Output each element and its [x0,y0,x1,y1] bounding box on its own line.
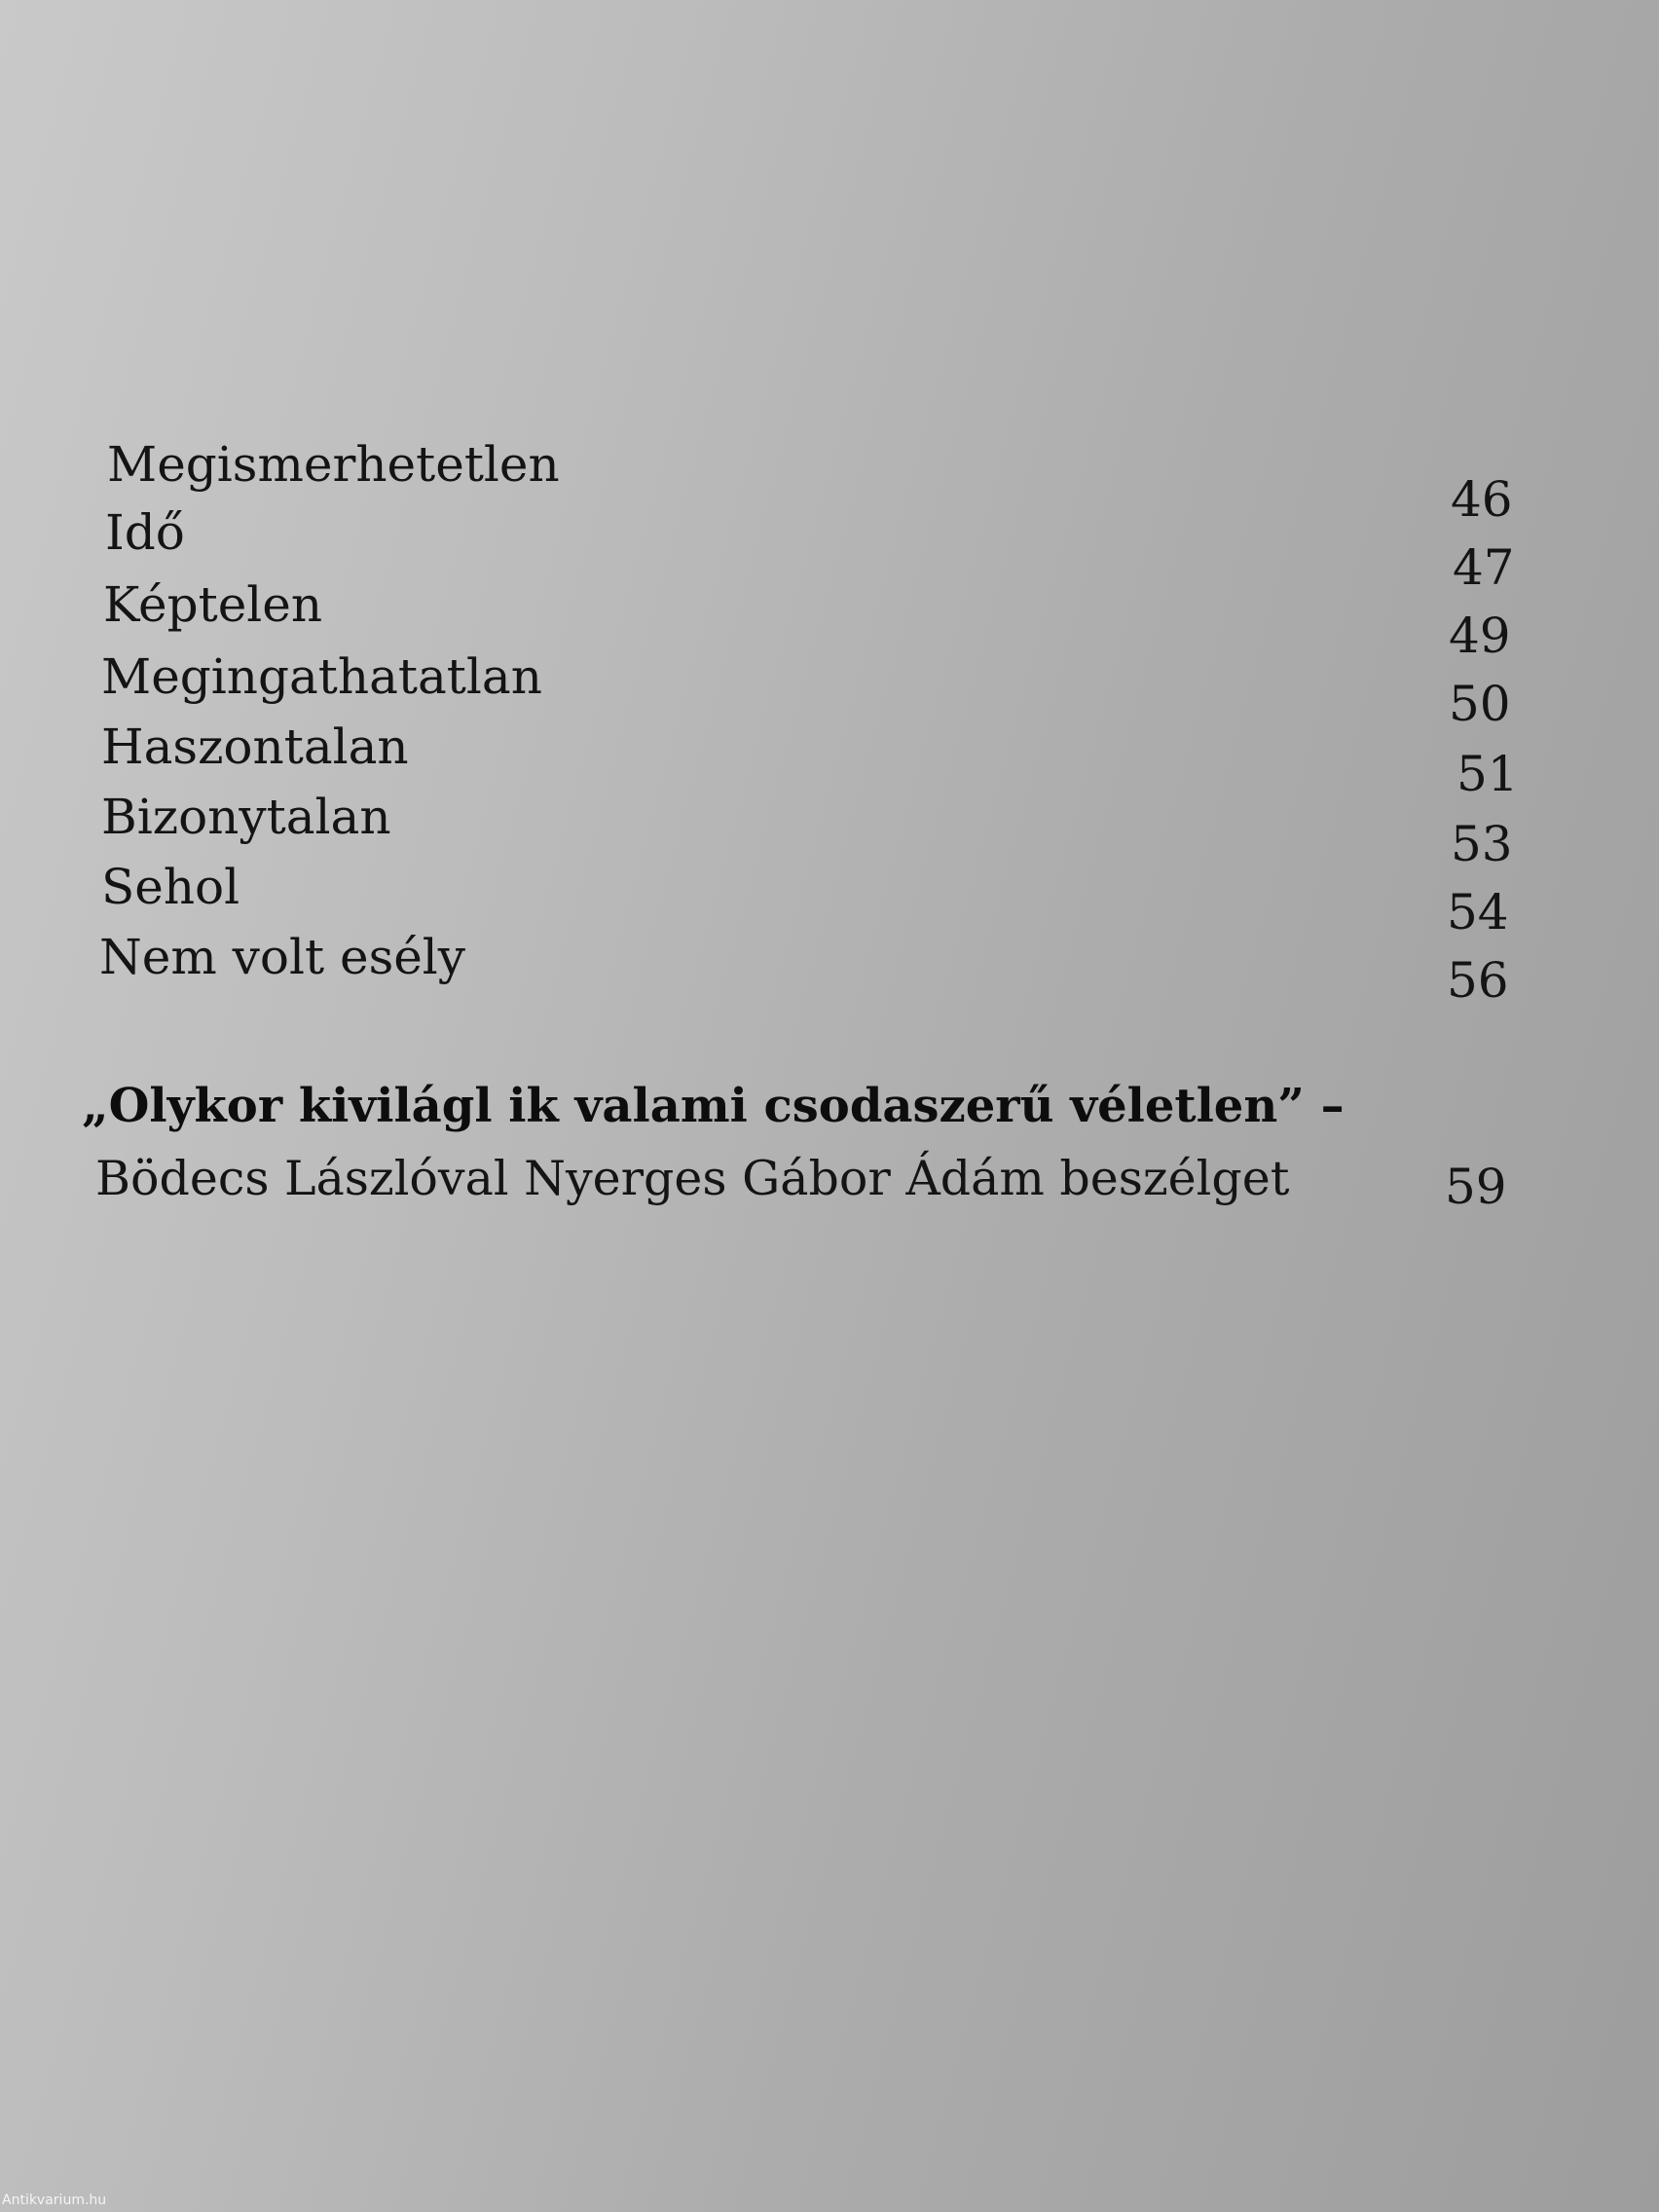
watermark-text: Antikvarium.hu [2,2193,107,2208]
toc-entry-title: Sehol [101,859,240,915]
toc-entry-page: 53 [1451,816,1513,872]
interview-page: 59 [1445,1159,1507,1215]
toc-entry-title: Megingathatatlan [101,648,542,705]
toc-entry-page: 49 [1449,608,1511,664]
toc-entry-title: Nem volt esély [99,929,466,985]
toc-entry-title: Bizonytalan [101,789,391,845]
toc-entry-page: 47 [1453,539,1515,596]
toc-entry-page: 50 [1449,676,1511,732]
toc-entry-page: 54 [1447,884,1509,940]
interview-title: „Olykor kivilágl ik valami csodaszerű véletlen” – [82,1079,1345,1133]
toc-entry-page: 51 [1456,746,1519,802]
toc-entry-page: 46 [1451,471,1513,528]
interview-subtitle: Bödecs Lászlóval Nyerges Gábor Ádám beszélget [95,1151,1290,1206]
toc-entry-title: Idő [105,504,185,561]
toc-entry-title: Megismerhetetlen [107,436,560,493]
toc-entry-title: Haszontalan [101,719,409,775]
toc-entry-title: Képtelen [103,576,323,633]
toc-entry-page: 56 [1447,952,1509,1009]
